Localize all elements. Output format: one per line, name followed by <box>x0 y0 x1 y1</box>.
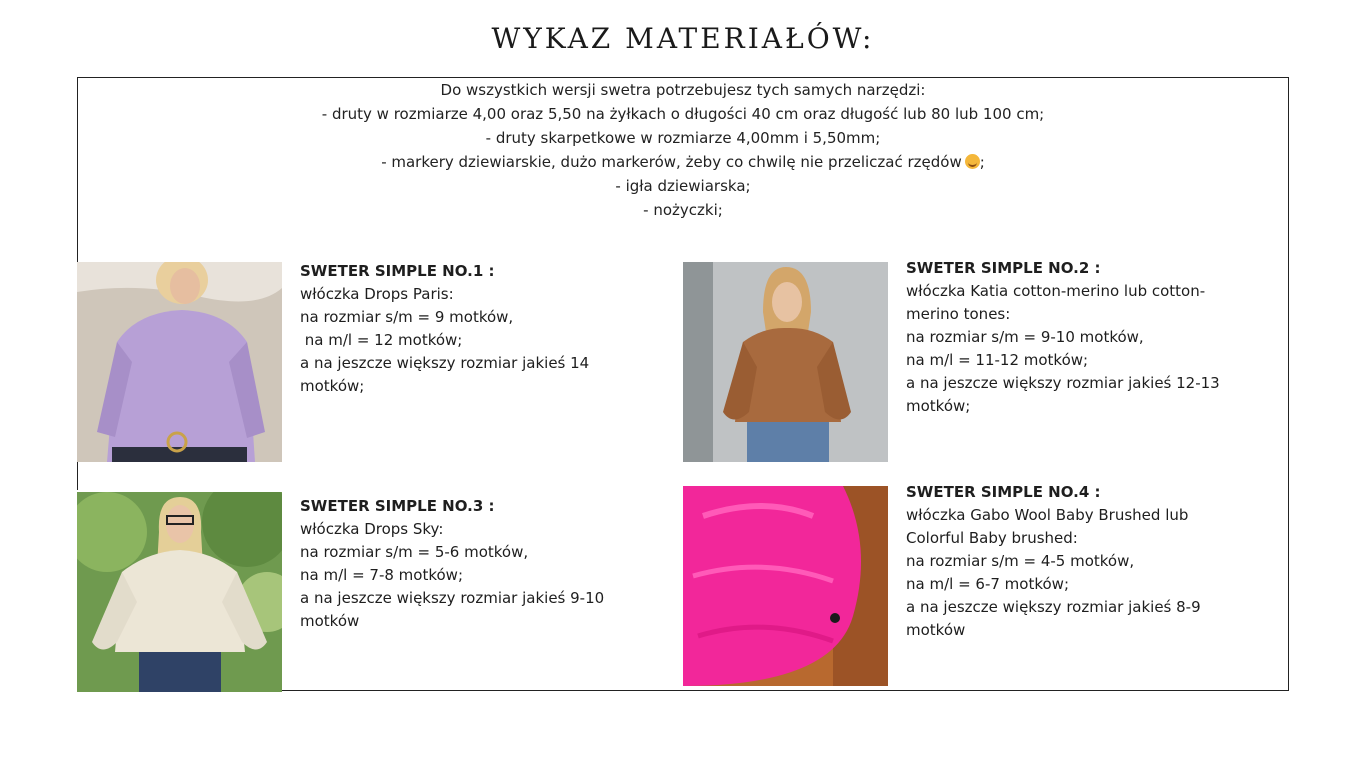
tools-item-needle: - igła dziewiarska; <box>615 177 751 195</box>
lilac-sweater-beach-photo <box>77 262 282 462</box>
tools-item-markers-text: - markery dziewiarskie, dużo markerów, żeby co chwilę nie przeliczać rzędów <box>381 153 962 171</box>
tools-item-markers <box>77 150 1289 174</box>
sweater-4-yarn: włóczka Gabo Wool Baby Brushed lub <box>906 506 1189 524</box>
pink-mohair-knit-photo <box>683 486 888 686</box>
page-title: WYKAZ MATERIAŁÓW: <box>491 22 875 55</box>
sweater-2-size-ml: na m/l = 11-12 motków; <box>906 351 1089 369</box>
sweater-2-yarn-cont: merino tones: <box>906 305 1011 323</box>
sweater-2-size-sm: na rozmiar s/m = 9-10 motków, <box>906 328 1144 346</box>
sweater-4-yarn-cont: Colorful Baby brushed: <box>906 529 1078 547</box>
sweater-2-size-large: a na jeszcze większy rozmiar jakieś 12-13 <box>906 374 1220 392</box>
sweater-3-size-large-cont: motków <box>300 612 360 630</box>
sweater-3-size-large: a na jeszcze większy rozmiar jakieś 9-10 <box>300 589 605 607</box>
tools-item-scissors: - nożyczki; <box>643 201 723 219</box>
sweater-3-yarn: włóczka Drops Sky: <box>300 520 444 538</box>
tools-item-needles: - druty w rozmiarze 4,00 oraz 5,50 na żyłkach o długości 40 cm oraz długość lub 80 lub 100 cm; <box>321 105 1045 123</box>
sweater-4-size-large: a na jeszcze większy rozmiar jakieś 8-9 <box>906 598 1201 616</box>
tools-list <box>77 78 1289 222</box>
sweater-3-heading: SWETER SIMPLE NO.3 : <box>300 497 495 515</box>
sweater-4-size-sm: na rozmiar s/m = 4-5 motków, <box>906 552 1135 570</box>
sweater-4-description <box>906 481 1201 642</box>
tools-item-dpn: - druty skarpetkowe w rozmiarze 4,00mm i 5,50mm; <box>485 129 881 147</box>
sweater-1-heading: SWETER SIMPLE NO.1 : <box>300 262 495 280</box>
cream-sweater-garden-photo <box>77 492 282 692</box>
sweater-1-size-ml: na m/l = 12 motków; <box>300 331 463 349</box>
sweater-2-description <box>906 257 1220 418</box>
sweater-2-size-large-cont: motków; <box>906 397 971 415</box>
sweater-2-yarn: włóczka Katia cotton-merino lub cotton- <box>906 282 1206 300</box>
sweater-3-size-ml: na m/l = 7-8 motków; <box>300 566 463 584</box>
camel-sweater-wall-photo <box>683 262 888 462</box>
sweater-3-description <box>300 495 604 633</box>
sweater-4-heading: SWETER SIMPLE NO.4 : <box>906 483 1101 501</box>
sweater-3-size-sm: na rozmiar s/m = 5-6 motków, <box>300 543 529 561</box>
sweater-1-size-sm: na rozmiar s/m = 9 motków, <box>300 308 514 326</box>
sweater-2-heading: SWETER SIMPLE NO.2 : <box>906 259 1101 277</box>
sweater-1-size-large: a na jeszcze większy rozmiar jakieś 14 <box>300 354 590 372</box>
tools-item-markers-suffix: ; <box>979 153 985 171</box>
sweater-4-size-ml: na m/l = 6-7 motków; <box>906 575 1069 593</box>
smiling-face-icon <box>965 154 980 169</box>
sweater-1-size-large-cont: motków; <box>300 377 365 395</box>
sweater-1-description <box>300 260 589 398</box>
sweater-1-yarn: włóczka Drops Paris: <box>300 285 454 303</box>
tools-intro: Do wszystkich wersji swetra potrzebujesz tych samych narzędzi: <box>440 81 926 99</box>
sweater-4-size-large-cont: motków <box>906 621 966 639</box>
